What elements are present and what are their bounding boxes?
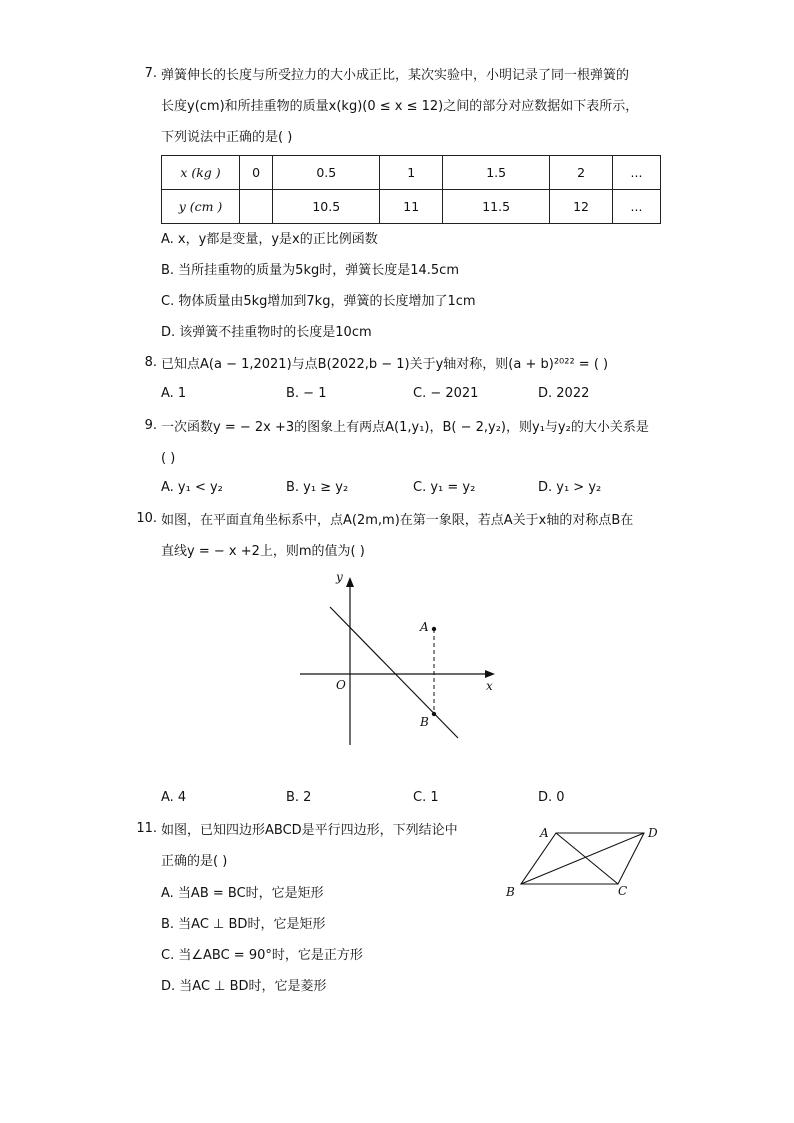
q9-number: 9. [144,418,157,433]
q11-option-c: C. 当∠ABC = 90°时，它是正方形 [161,948,363,963]
q9-option-a: A. y₁ < y₂ [161,480,223,495]
q8-option-a: A. 1 [161,386,187,401]
q7-number: 7. [144,66,157,81]
q11-stem-line1: 如图，已知四边形ABCD是平行四边形，下列结论中 [161,823,458,838]
q8-option-b: B. − 1 [286,386,327,401]
q8-number: 8. [144,355,157,370]
point-b-label: B [420,715,429,729]
table-cell: x (kg ) [162,156,240,190]
q9-option-c: C. y₁ = y₂ [413,480,476,495]
table-cell: 11.5 [443,190,550,224]
q7-option-d: D. 该弹簧不挂重物时的长度是10cm [161,325,372,340]
point-a [432,627,436,631]
q7-option-b: B. 当所挂重物的质量为5kg时，弹簧长度是14.5cm [161,263,459,278]
diagonal-bd [521,833,644,884]
table-cell: y (cm ) [162,190,240,224]
q9-option-b: B. y₁ ≥ y₂ [286,480,349,495]
table-cell: ... [612,190,660,224]
line-graph [330,607,458,738]
q10-option-b: B. 2 [286,790,312,805]
q8-stem-line1: 已知点A(a − 1,2021)与点B(2022,b − 1)关于y轴对称，则(a + b)²⁰²² = ( ) [161,357,609,372]
q11-parallelogram-figure [498,820,668,905]
q9-stem-line2: ( ) [161,451,176,466]
vertex-d-label: D [648,826,658,840]
table-cell: 11 [380,190,443,224]
table-cell: 0.5 [273,156,380,190]
q7-stem-line3: 下列说法中正确的是( ) [161,130,293,145]
table-cell [240,190,273,224]
point-a-label: A [420,620,429,634]
q7-data-table [161,155,661,224]
table-cell: 1.5 [443,156,550,190]
point-b [432,712,436,716]
q8-option-d: D. 2022 [538,386,590,401]
vertex-c-label: C [618,884,628,898]
x-axis-label: x [486,679,493,693]
x-axis-arrow-icon [485,670,495,678]
table-cell: 12 [550,190,613,224]
q9-stem-line1: 一次函数y = − 2x +3的图象上有两点A(1,y₁)，B( − 2,y₂)，则y₁与y₂的大小关系是 [161,420,649,435]
q9-option-d: D. y₁ > y₂ [538,480,602,495]
table-row [162,190,661,224]
q10-option-d: D. 0 [538,790,565,805]
y-axis-arrow-icon [346,577,354,587]
q7-option-c: C. 物体质量由5kg增加到7kg，弹簧的长度增加了1cm [161,294,476,309]
table-cell: 2 [550,156,613,190]
table-cell: 0 [240,156,273,190]
q7-stem-line2: 长度y(cm)和所挂重物的质量x(kg)(0 ≤ x ≤ 12)之间的部分对应数据如下表所示， [161,99,639,114]
q10-stem-line1: 如图，在平面直角坐标系中，点A(2m,m)在第一象限，若点A关于x轴的对称点B在 [161,513,634,528]
q11-stem-line2: 正确的是( ) [161,854,228,869]
q7-stem-line1: 弹簧伸长的长度与所受拉力的大小成正比，某次实验中，小明记录了同一根弹簧的 [161,68,630,83]
origin-label: O [336,678,346,692]
q10-stem-line2: 直线y = − x +2上，则m的值为( ) [161,544,365,559]
table-cell: ... [612,156,660,190]
q11-option-a: A. 当AB = BC时，它是矩形 [161,886,324,901]
q7-option-a: A. x，y都是变量，y是x的正比例函数 [161,232,378,247]
y-axis-label: y [336,570,343,584]
table-cell: 1 [380,156,443,190]
q8-option-c: C. − 2021 [413,386,479,401]
q11-option-d: D. 当AC ⊥ BD时，它是菱形 [161,979,327,994]
table-row [162,156,661,190]
q10-option-c: C. 1 [413,790,439,805]
q10-coordinate-figure [295,565,505,755]
table-cell: 10.5 [273,190,380,224]
q10-number: 10. [136,511,157,526]
vertex-a-label: A [540,826,549,840]
q11-option-b: B. 当AC ⊥ BD时，它是矩形 [161,917,326,932]
q10-option-a: A. 4 [161,790,187,805]
q11-number: 11. [136,821,157,836]
diagonal-ac [556,833,618,884]
vertex-b-label: B [506,885,515,899]
